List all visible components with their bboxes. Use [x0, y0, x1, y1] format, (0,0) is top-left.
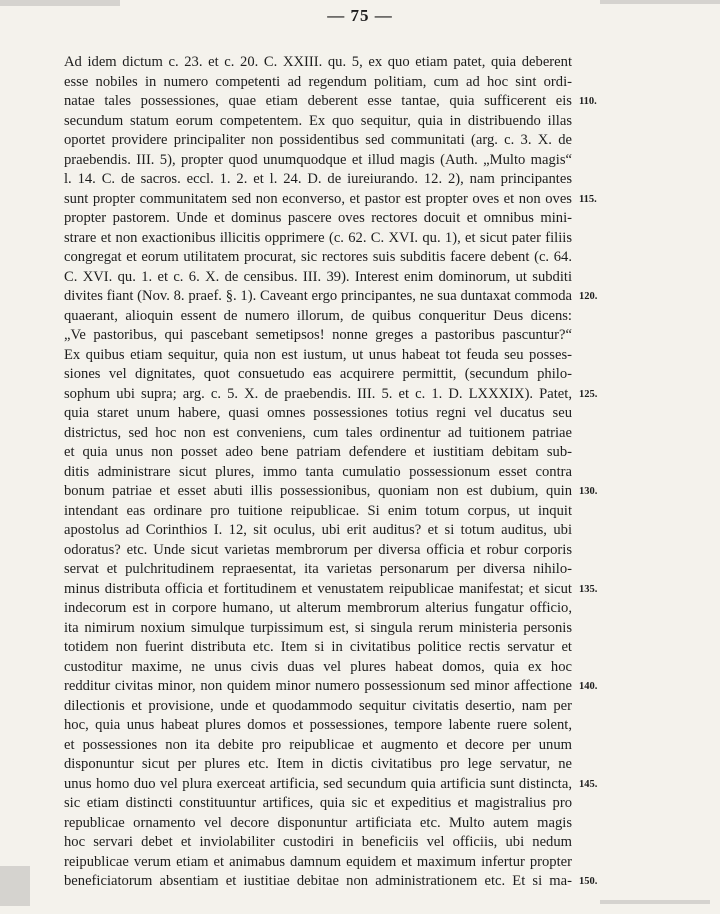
text-line [64, 463, 572, 483]
text-line [64, 424, 572, 444]
text-line [64, 794, 572, 814]
text-line [64, 385, 598, 405]
text-line-content: sic etiam distincti constituuntur artifices, quia sic et expeditius et magistralius pro [64, 795, 572, 811]
text-line [64, 131, 572, 151]
text-line [64, 482, 598, 502]
text-line-content: unus homo duo vel plura exerceat artificia, sed secundum quia artificia sunt distincta, [64, 775, 572, 792]
page-number: — 75 — [327, 6, 393, 25]
text-line-content: intendant eas ordinare pro tuitione reipublicae. Si enim totum corpus, ut inquit [64, 502, 572, 519]
text-line-content: natae tales possessiones, quae etiam deberent esse tantae, quia sufficerent eis [64, 93, 572, 109]
text-line [64, 599, 572, 619]
text-line [64, 73, 572, 93]
text-line [64, 560, 572, 580]
text-line [64, 716, 572, 736]
text-line [64, 268, 572, 288]
text-line-content: strare et non exactionibus illicitis opprimere (c. 62. C. XVI. qu. 1), et sicut pater filiis [64, 229, 572, 246]
text-line-content: republicae ornamento vel decore disponuntur artificiata etc. Multo autem magis [64, 814, 572, 831]
text-line [64, 151, 572, 171]
text-line [64, 190, 597, 210]
text-line [64, 170, 572, 190]
text-line-content: divites fiant (Nov. 8. praef. §. 1). Caveant ergo principantes, ne sua duntaxat commoda [64, 288, 572, 304]
text-line-content: oportet providere principaliter non possidentibus sed communitati (arg. c. 3. X. de [64, 132, 572, 148]
text-line [64, 580, 598, 600]
text-line [64, 209, 572, 229]
text-line-content: hoc servari debet et inviolabiliter custodiri in beneficiis vel officiis, ubi nedum [64, 834, 572, 850]
text-line-content: hoc, quia unus habeat plures domos et possessiones, tempore labente ruere solent, [64, 717, 572, 733]
text-line [64, 619, 572, 639]
line-number-marker: 135. [579, 583, 598, 595]
text-line [64, 326, 572, 346]
text-line-content: apostolus ad Corinthios I. 12, sit oculus, ubi erit auditus? et si totum auditus, ubi [64, 522, 572, 538]
text-line-content: Ad idem dictum c. 23. et c. 20. C. XXIII. qu. 5, ex quo etiam patet, quia deberent [64, 54, 572, 70]
text-line-content: beneficiatorum absentiam et iustitiae debitae non administrationem etc. Et si ma- [64, 873, 572, 889]
line-number-marker: 140. [579, 681, 598, 692]
text-line-content: sunt propter communitatem sed non econverso, et pastor est propter oves et non oves [64, 190, 572, 207]
text-line [64, 521, 572, 541]
text-line-content: districtus, sed hoc non est conveniens, cum tales ordinentur ad tuitionem patriae [64, 424, 572, 441]
text-line [64, 287, 598, 307]
line-number-marker: 130. [579, 486, 598, 497]
text-line [64, 677, 598, 697]
text-line-content: indecorum est in corpore humano, ut alterum membrorum alterius fungatur officio, [64, 600, 572, 616]
text-line-content: sophum ubi supra; arg. c. 5. X. de praebendis. III. 5. et c. 1. D. LXXXIX). Patet, [64, 385, 572, 402]
text-line [64, 736, 572, 756]
text-line-content: totidem non fuerint distributa etc. Item si in civitatibus politice rectis servatur et [64, 639, 572, 655]
text-line [64, 112, 572, 132]
text-line-content: redditur civitas minor, non quidem minor numero possessionum sed minor affectione [64, 678, 572, 694]
text-line [64, 775, 598, 795]
text-line [64, 229, 572, 249]
text-line-content: praebendis. III. 5), propter quod unumquodque et illud magis (Auth. „Multo magis“ [64, 151, 572, 168]
text-line [64, 307, 572, 327]
text-line [64, 365, 572, 385]
text-line-content: siones vel dignitates, quot consuetudo eas acquirere permittit, (secundum philo- [64, 366, 572, 382]
text-line [64, 872, 598, 892]
text-line-content: secundum statum eorum competentem. Ex quo sequitur, quia in distribuendo illas [64, 112, 572, 129]
text-line [64, 92, 597, 112]
line-number-marker: 110. [579, 96, 597, 107]
text-line-content: et quia unus non posset adeo bene patriam defendere et iustitiam debitam sub- [64, 444, 572, 460]
line-number-marker: 120. [579, 291, 598, 302]
text-line-content: propter pastorem. Unde et dominus pascere oves rectores docuit et omnibus mini- [64, 210, 572, 226]
text-line-content: Ex quibus etiam sequitur, quia non est iustum, ut unus habeat tot feuda seu posses- [64, 346, 572, 363]
text-line [64, 53, 572, 73]
text-line-content: minus distributa officia et fortitudinem et venustatem reipublicae manifestat; et sicut [64, 580, 572, 597]
text-line-content: ditis administrare sicut plures, immo tanta cumulatio possessionum esset contra [64, 463, 572, 480]
text-line-content: esse nobiles in numero competenti ad regendum politiam, cum ad hoc sint ordi- [64, 73, 572, 90]
text-line-content: bonum patriae et esset abuti illis possessionibus, quoniam non est dubium, quin [64, 483, 572, 499]
text-line-content: l. 14. C. de sacros. eccl. 1. 2. et l. 24. D. de iureiurando. 12. 2), nam principantes [64, 171, 572, 187]
text-line-content: dilectionis et provisione, unde et quodammodo sequitur civitatis desertio, nam per [64, 697, 572, 714]
text-line-content: et possessiones non ita debite pro reipublicae et augmento et decore per unum [64, 736, 572, 753]
text-line-content: quia staret unum habere, quasi omnes possessiones totius regni vel ducatus seu [64, 405, 572, 421]
text-line [64, 697, 572, 717]
text-line [64, 502, 572, 522]
text-line [64, 541, 572, 561]
text-line-content: servat et pulchritudinem repraesentat, ita varietas personarum per diversa nihilo- [64, 561, 572, 577]
line-number-marker: 115. [579, 193, 597, 205]
text-line-content: custoditur maxime, ne unus civis duas vel plures habeat domos, quia ex hoc [64, 658, 572, 675]
text-line-content: odoratus? etc. Unde sicut varietas membrorum per diversa officia et robur corporis [64, 541, 572, 558]
text-line-content: quaerant, alioquin essent de numero illorum, de quibus conqueritur Deus dicens: [64, 307, 572, 324]
text-line [64, 814, 572, 834]
text-line [64, 658, 572, 678]
text-line-content: reipublicae verum etiam et animabus damnum equidem et maximum infertur propter [64, 853, 572, 870]
text-line [64, 638, 572, 658]
page-body-text [64, 53, 598, 892]
line-number-marker: 150. [579, 876, 598, 887]
text-line-content: disponuntur sicut per plures etc. Item in dictis civitatibus pro lege servatur, ne [64, 756, 572, 772]
text-line [64, 755, 572, 775]
text-line [64, 833, 572, 853]
text-line-content: C. XVI. qu. 1. et c. 6. X. de censibus. III. 39). Interest enim dominorum, ut subditi [64, 268, 572, 285]
text-line [64, 346, 572, 366]
text-line [64, 443, 572, 463]
line-number-marker: 125. [579, 388, 598, 400]
text-line [64, 404, 572, 424]
text-line [64, 248, 572, 268]
text-line-content: „Ve pastoribus, qui pascebant semetipsos! nonne greges a pastoribus pascuntur?“ [64, 327, 572, 343]
line-number-marker: 145. [579, 778, 598, 790]
text-line-content: ita nimirum noxium simulque turpissimum est, si singula rerum ministeria personis [64, 619, 572, 636]
text-line-content: congregat et eorum utilitatem procurat, sic rectores suis subditis facere debent (c. 64. [64, 249, 572, 265]
text-line [64, 853, 572, 873]
